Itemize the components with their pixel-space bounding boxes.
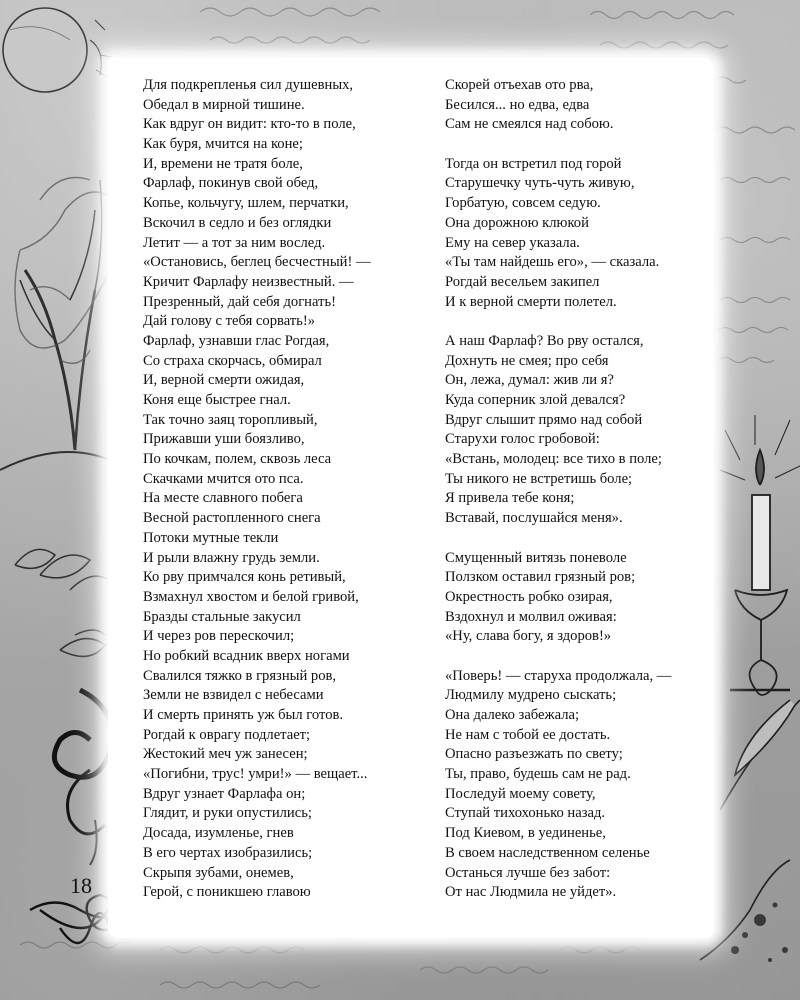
poem-line: Дохнуть не смея; про себя (445, 352, 609, 369)
stanza-break (445, 529, 671, 549)
poem-line: И смерть принять уж был готов. (143, 707, 344, 723)
poem-line: Так точно заяц торопливый, (143, 411, 318, 428)
poem-line: Скрыпя зубами, онемев, (143, 864, 294, 881)
poem-line: «Ну, слава богу, я здоров!» (445, 628, 612, 645)
tree-drawing (0, 178, 118, 471)
poem-line: Ко рву примчался конь ретивый, (143, 569, 346, 586)
poem-line: Людмилу мудрено сыскать; (445, 687, 617, 704)
poem-line: И рыли влажну грудь земли. (143, 549, 320, 566)
poem-line: По кочкам, полем, сквозь леса (143, 451, 332, 468)
moon-drawing (3, 8, 112, 92)
poem-line: Вскочил в седло и без оглядки (143, 214, 332, 231)
poem-column-left (143, 76, 371, 903)
poem-line: И, верной смерти ожидая, (143, 372, 305, 389)
poem-line: Дай голову с тебя сорвать!» (143, 313, 315, 330)
poem-line: Бразды стальные закусил (143, 608, 301, 625)
poem-line: «Остановись, беглец бесчестный! — (143, 254, 371, 271)
poem-line: Коня еще быстрее гнал. (143, 392, 291, 408)
poem-line: Кричит Фарлафу неизвестный. — (143, 273, 354, 290)
poem-line: Прижавши уши боязливо, (143, 431, 305, 448)
poem-line: Я привела тебе коня; (445, 490, 575, 507)
poem-line: Но робкий всадник вверх ногами (143, 647, 350, 664)
poem-line: Вставай, послушайся меня». (445, 510, 623, 527)
poem-line: Со страха скорчась, обмирал (143, 352, 322, 369)
poem-line: Свалился тяжко в грязный ров, (143, 667, 337, 684)
poem-line: Обедал в мирной тишине. (143, 96, 305, 113)
poem-line: Старухи голос гробовой: (445, 431, 600, 448)
poem-line: Герой, с поникшею главою (143, 884, 311, 901)
poem-line: Глядит, и руки опустились; (143, 805, 312, 822)
poem-line: Смущенный витязь поневоле (445, 549, 627, 566)
poem-line: Он, лежа, думал: жив ли я? (445, 372, 614, 389)
poem-line: Она дорожною клюкой (445, 214, 589, 231)
poem-line: Досада, изумленье, гнев (143, 825, 294, 842)
spiral-ornament (54, 690, 112, 865)
poem-line: Куда соперник злой девался? (445, 392, 626, 408)
ink-splatter (731, 903, 788, 963)
poem-line: Презренный, дай себя догнать! (143, 293, 336, 310)
poem-line: Она далеко забежала; (445, 707, 580, 723)
poem-line: Не нам с тобой ее достать. (445, 726, 611, 743)
poem-line: Как вдруг он видит: кто-то в поле, (143, 116, 356, 133)
stanza-break (445, 312, 671, 332)
poem-line: Весной растопленного снега (143, 510, 321, 527)
poem-line: И к верной смерти полетел. (445, 293, 617, 310)
poem-line: Останься лучше без забот: (445, 864, 611, 881)
quill-drawing (700, 700, 800, 960)
poem-line: Бесился... но едва, едва (445, 96, 590, 113)
poem-line: Жестокий меч уж занесен; (143, 746, 308, 763)
page-number: 18 (70, 873, 92, 898)
poem-line: Последуй моему совету, (445, 785, 596, 802)
poem-line: «Ты там найдешь его», — сказала. (445, 254, 660, 271)
poem-line: А наш Фарлаф? Во рву остался, (445, 332, 644, 349)
leaf-sketch (15, 549, 115, 656)
poem-line: Вздохнул и молвил оживая: (445, 608, 617, 625)
poem-line: Как буря, мчится на коне; (143, 136, 303, 153)
stanza-break (445, 135, 671, 155)
poem-line: В его чертах изобразились; (143, 844, 313, 861)
poem-line: Потоки мутные текли (143, 529, 279, 546)
poem-line: Ты, право, будешь сам не рад. (445, 766, 631, 783)
poem-line: Окрестность робко озирая, (445, 588, 613, 605)
poem-line: Земли не взвидел с небесами (143, 687, 324, 704)
poem-line: Летит — а тот за ним вослед. (143, 234, 326, 251)
poem-line: Ползком оставил грязный ров; (445, 569, 636, 586)
poem-line: Ступай тихохонько назад. (445, 805, 606, 822)
poem-line: «Погибни, трус! умри!» — вещает... (143, 766, 368, 783)
poem-line: И, времени не тратя боле, (143, 155, 303, 172)
poem-line: «Встань, молодец: все тихо в поле; (445, 451, 662, 468)
poem-line: Горбатую, совсем седую. (445, 195, 601, 212)
poem-column-right (445, 76, 671, 903)
poem-line: Вдруг узнает Фарлафа он; (143, 785, 306, 802)
stanza-break (445, 647, 671, 667)
poem-line: Опасно разъезжать по свету; (445, 746, 623, 763)
poem-line: Взмахнул хвостом и белой гривой, (143, 588, 359, 605)
poem-line: Тогда он встретил под горой (445, 155, 622, 172)
poem-line: Скачками мчится ото пса. (143, 470, 304, 487)
poem-line: От нас Людмила не уйдет». (445, 884, 617, 901)
candle-drawing (720, 415, 800, 695)
poem-line: Рогдай весельем закипел (445, 273, 600, 290)
poem-line: Фарлаф, узнавши глас Рогдая, (143, 332, 330, 349)
poem-line: На месте славного побега (143, 490, 303, 507)
poem-line: В своем наследственном селенье (445, 844, 650, 861)
poem-line: Скорей отъехав ото рва, (445, 77, 594, 93)
poem-line: Ему на север указала. (445, 234, 580, 251)
poem-line: «Поверь! — старуха продолжала, — (445, 667, 672, 684)
poem-line: Рогдай к оврагу подлетает; (143, 726, 311, 743)
poem-line: Сам не смеялся над собою. (445, 116, 614, 133)
poem-line: Старушечку чуть-чуть живую, (445, 175, 635, 192)
poem-line: Под Киевом, в уединенье, (445, 825, 606, 842)
poem-line: Ты никого не встретишь боле; (445, 470, 633, 487)
poem-line: Вдруг слышит прямо над собой (445, 411, 643, 428)
poem-line: И через ров перескочил; (143, 628, 295, 645)
poem-line: Для подкрепленья сил душевных, (143, 77, 354, 93)
poem-line: Копье, кольчугу, шлем, перчатки, (143, 195, 349, 212)
poem-line: Фарлаф, покинув свой обед, (143, 175, 319, 192)
